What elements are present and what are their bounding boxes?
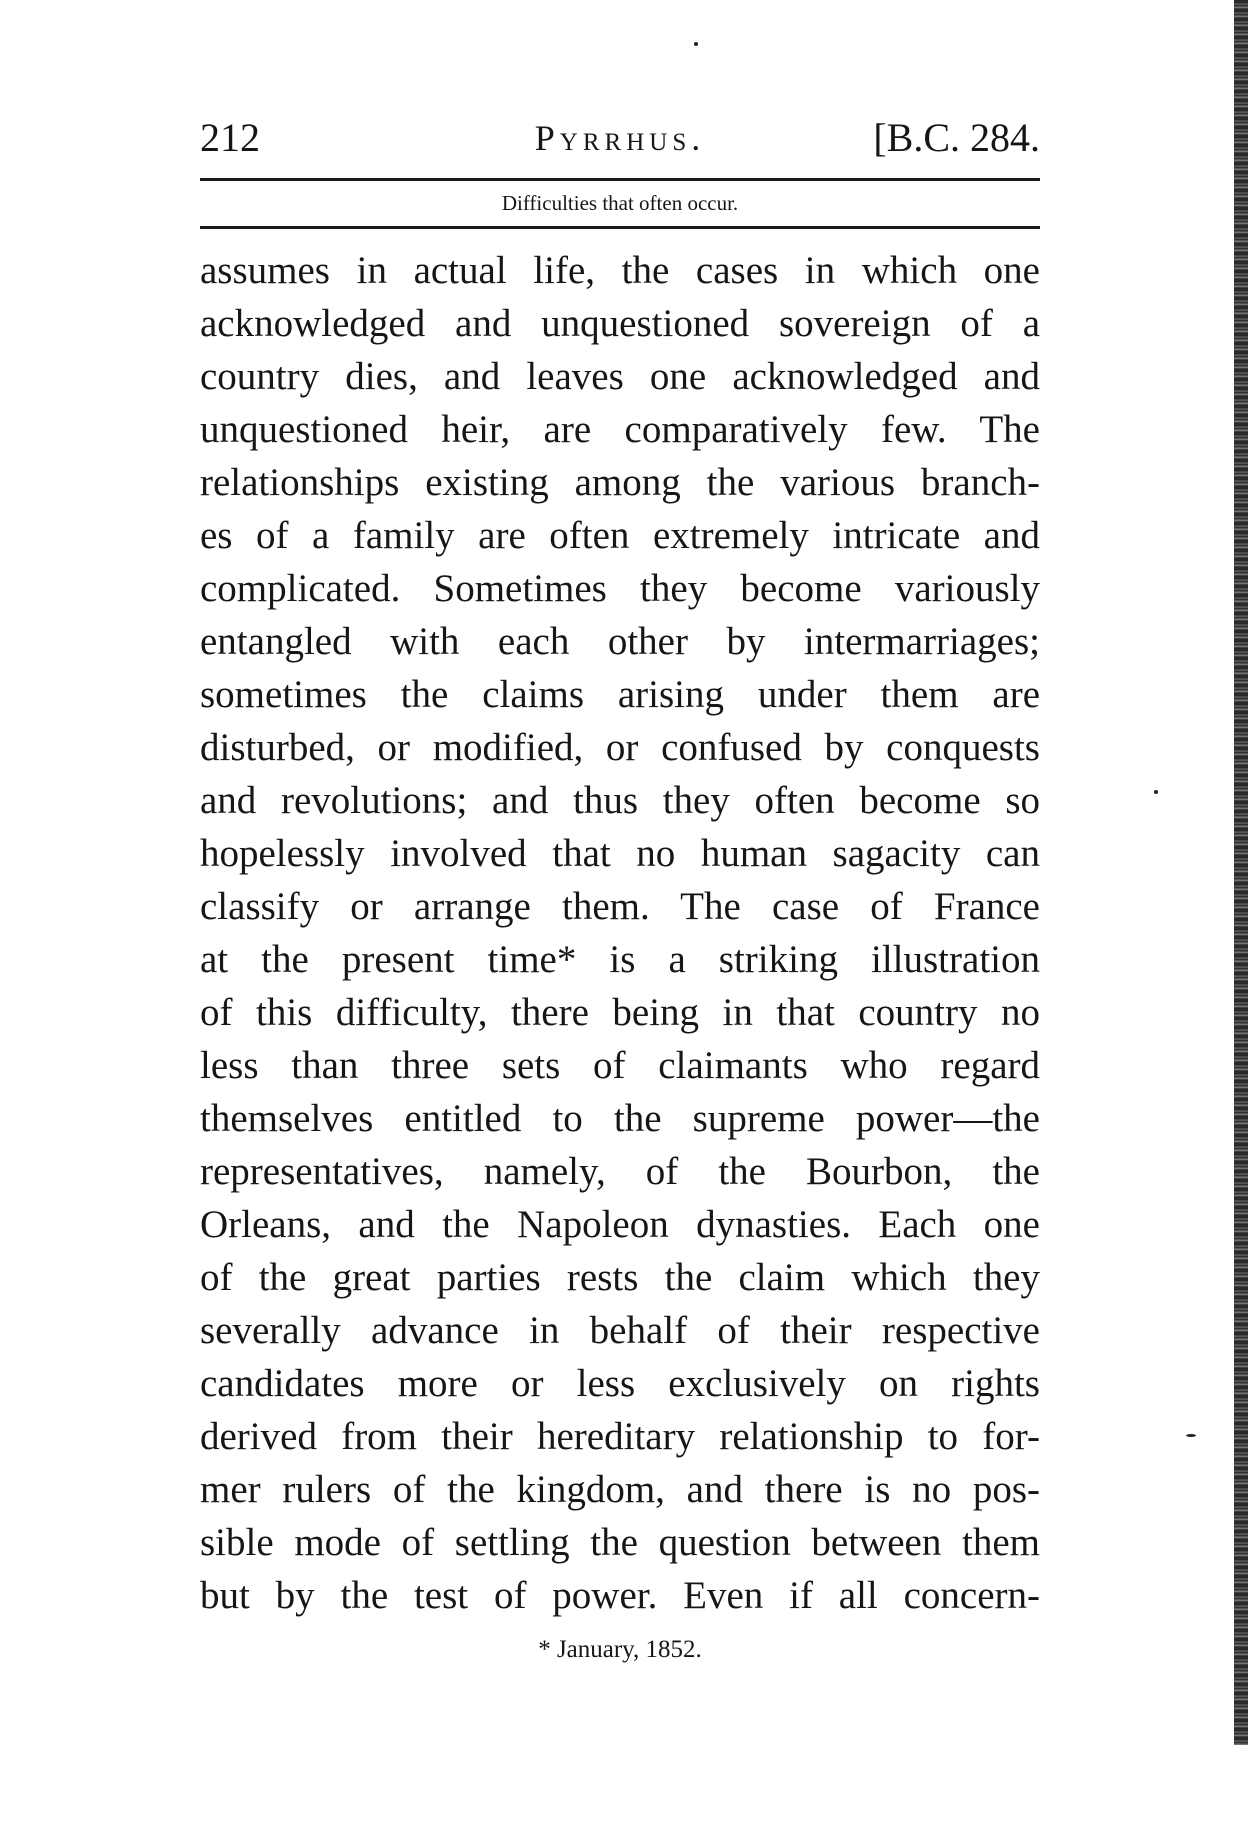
text-line: entangled with each other by intermarriages; <box>200 620 1040 663</box>
text-line: representatives, namely, of the Bourbon, the <box>200 1150 1040 1193</box>
text-line: themselves entitled to the supreme power—the <box>200 1097 1040 1140</box>
text-line: candidates more or less exclusively on rights <box>200 1362 1040 1405</box>
text-line: disturbed, or modified, or confused by conquests <box>200 726 1040 769</box>
scan-speck <box>1186 1434 1196 1437</box>
text-line: sible mode of settling the question between them <box>200 1521 1040 1564</box>
page-number: 212 <box>200 115 260 160</box>
text-line: assumes in actual life, the cases in which one <box>200 249 1040 292</box>
page-header <box>200 112 1040 164</box>
text-line: acknowledged and unquestioned sovereign of a <box>200 302 1040 345</box>
text-line: and revolutions; and thus they often become so <box>200 779 1040 822</box>
header-rule-bottom <box>200 226 1040 229</box>
text-line: at the present time* is a striking illustration <box>200 938 1040 981</box>
text-line: sometimes the claims arising under them are <box>200 673 1040 716</box>
body-text <box>200 244 1040 1622</box>
text-line: country dies, and leaves one acknowledged and <box>200 355 1040 398</box>
scan-speck <box>1154 790 1158 794</box>
text-line: classify or arrange them. The case of France <box>200 885 1040 928</box>
text-line: less than three sets of claimants who regard <box>200 1044 1040 1087</box>
page-edge-scan-artifact <box>1234 0 1248 1745</box>
text-line: relationships existing among the various branch- <box>200 461 1040 504</box>
header-rule-top <box>200 178 1040 181</box>
section-subheading: Difficulties that often occur. <box>501 191 739 215</box>
text-line: of the great parties rests the claim which they <box>200 1256 1040 1299</box>
text-line: of this difficulty, there being in that country no <box>200 991 1040 1034</box>
text-line: mer rulers of the kingdom, and there is no pos- <box>200 1468 1040 1511</box>
text-line: Orleans, and the Napoleon dynasties. Each one <box>200 1203 1040 1246</box>
text-line: complicated. Sometimes they become variously <box>200 567 1040 610</box>
footnote: * January, 1852. <box>538 1636 702 1663</box>
text-line: hopelessly involved that no human sagacity can <box>200 832 1040 875</box>
running-title: Pyrrhus. <box>534 118 706 158</box>
scan-speck <box>694 42 698 46</box>
text-line: es of a family are often extremely intricate and <box>200 514 1040 557</box>
text-line: but by the test of power. Even if all concern- <box>200 1574 1040 1617</box>
text-line: unquestioned heir, are comparatively few. The <box>200 408 1040 451</box>
text-line: derived from their hereditary relationship to for- <box>200 1415 1040 1458</box>
text-line: severally advance in behalf of their respective <box>200 1309 1040 1352</box>
date-tag: [B.C. 284. <box>873 115 1040 160</box>
